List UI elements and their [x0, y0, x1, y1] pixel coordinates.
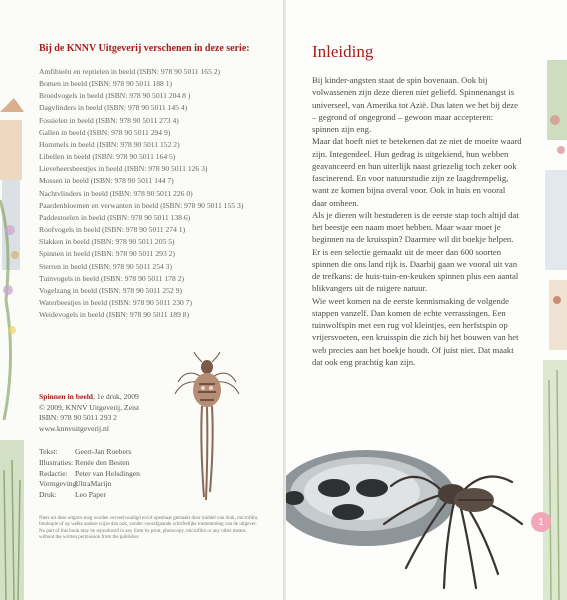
credit-row: Tekst: Geert-Jan Roebers [39, 447, 132, 456]
credit-row: Illustraties: Renée den Besten [39, 457, 130, 467]
paragraph: Als je dieren wilt bestuderen is de eerste stap toch altijd dat het beestje een naam moet hebben. Maar waar moet je beginnen na de kruisspin? Daarmee wil dit boekje helpen. Er is een selectie gemaakt uit de meer dan 600 soorten spinnen die ons land rijk is. Daarbij gaan we vooral uit van de trefkans: de huis-tuin-en-keuken spinnen plus een aantal blikvangers uit de ruigere natuur. [312, 209, 519, 294]
paragraph: Wie weet komen na de eerste kennismaking de volgende stappen vanzelf. Dan komen de echte verrassingen. Een tuinwolfspin met een rug vol kleintjes, een herfstspin op vrijersvoeten, een kruisspin die zich bij het bouwen van het web precies aan het boekje houdt. Of juist niet. Dat maakt dat ook eng prachtig kan zijn. [312, 295, 519, 367]
list-item: Slakken in beeld (ISBN: 978 90 5011 205 5) [39, 237, 175, 247]
page-number-badge: 1 [531, 512, 551, 532]
credits [39, 447, 140, 501]
list-item: Gallen in beeld (ISBN: 978 90 5011 294 9) [39, 127, 171, 137]
garden-border-illustration [0, 0, 30, 600]
intro-text [312, 74, 522, 368]
list-item: Mossen in beeld (ISBN: 978 90 5011 144 7) [39, 176, 174, 186]
colophon [39, 392, 139, 434]
colophon-isbn: ISBN: 978 90 5011 293 2 [39, 413, 117, 422]
list-item: Weidevogels in beeld (ISBN: 978 90 5011 189 8) [39, 310, 190, 320]
credit-row: Redactie: Peter van Helsdingen [39, 468, 140, 478]
garden-border-illustration [541, 0, 567, 600]
list-item: Spinnen in beeld (ISBN: 978 90 5011 293 2) [39, 249, 175, 259]
list-item: Nachtvlinders in beeld (ISBN: 978 90 5011 226 0) [39, 188, 193, 198]
list-item: Tuinvogels in beeld (ISBN: 978 90 5011 178 2) [39, 273, 184, 283]
list-item: Vogelzang in beeld (ISBN: 978 90 5011 252 9) [39, 285, 182, 295]
list-item: Waterbeestjes in beeld (ISBN: 978 90 5011 230 7) [39, 297, 193, 307]
list-item: Amfibieën en reptielen in beeld (ISBN: 978 90 5011 165 2) [39, 67, 221, 76]
paragraph: Maar dat hoeft niet te betekenen dat ze niet de moeite waard zijn. Integendeel. Hun gedrag is uitgekiend, hun webben geavanceerd en hun uiterlijk naast griezelig toch zeker ook fascinerend. En voor natuurstudie zijn ze laagdrempelig, want ze komen bijna overal voor. Ook in huis en vooral daar omheen. [312, 136, 522, 208]
list-item: Roofvogels in beeld (ISBN: 978 90 5011 274 1) [39, 225, 186, 235]
list-item: Fossielen in beeld (ISBN: 978 90 5011 273 4) [39, 115, 179, 125]
list-item: Paddestoelen in beeld (ISBN: 978 90 5011 138 6) [39, 212, 191, 222]
spider-illustration [172, 352, 242, 502]
paragraph: Bij kinder-angsten staat de spin bovenaan. Ook bij volwassenen zijn deze dieren niet geliefd. Spinnenangst is universeel, van Amerika tot Azië. Dus laten we het bij deze – gegrond of ongegrond – gewoon maar accepteren: spinnen zijn eng. [312, 75, 519, 134]
list-item: Libellen in beeld (ISBN: 978 90 5011 164 5) [39, 152, 176, 162]
page-title: Inleiding [312, 42, 374, 61]
drain-spider-illustration [286, 428, 543, 600]
list-item: Hommels in beeld (ISBN: 978 90 5011 152 2) [39, 139, 180, 149]
list-item: Bomen in beeld (ISBN: 978 90 5011 188 1) [39, 79, 173, 89]
legal-notice-english: No part of this book may be reproduced in any form by print, photocopy, microfilm or any other means without the written permission from the publisher. [39, 528, 246, 541]
colophon-title: Spinnen in beeld [39, 392, 94, 401]
legal-notice-dutch: Niets uit deze uitgave mag worden verveelvoudigd en/of openbaar gemaakt door middel van druk, microfilm, fotokopie of op welke andere wijze dan ook, zonder voorafgaande schriftelijke toestemming van de uitgever. [39, 516, 259, 528]
colophon-website: www.knnvuitgeverij.nl [39, 423, 109, 433]
series-heading: Bij de KNNV Uitgeverij verschenen in deze serie: [39, 43, 250, 54]
credit-row: Vormgeving: UltraMarijn [39, 479, 112, 489]
list-item: Broedvogels in beeld (ISBN: 978 90 5011 204 8 ) [39, 91, 191, 101]
list-item: Lieveheersbeestjes in beeld (ISBN: 978 90 5011 126 3) [39, 164, 208, 174]
list-item: Paardenbloemen en verwanten in beeld (ISBN: 978 90 5011 155 3) [39, 200, 244, 210]
legal-notice [39, 516, 261, 542]
colophon-edition: , 1e druk, 2009 [93, 392, 139, 401]
list-item: Sterren in beeld (ISBN: 978 90 5011 254 3) [39, 261, 173, 271]
list-item: Dagvlinders in beeld (ISBN: 978 90 5011 145 4) [39, 103, 188, 113]
credit-row: Druk: Leo Paper [39, 490, 106, 500]
colophon-copyright: © 2009, KNNV Uitgeverij, Zeist [39, 402, 140, 412]
series-list [39, 66, 279, 321]
